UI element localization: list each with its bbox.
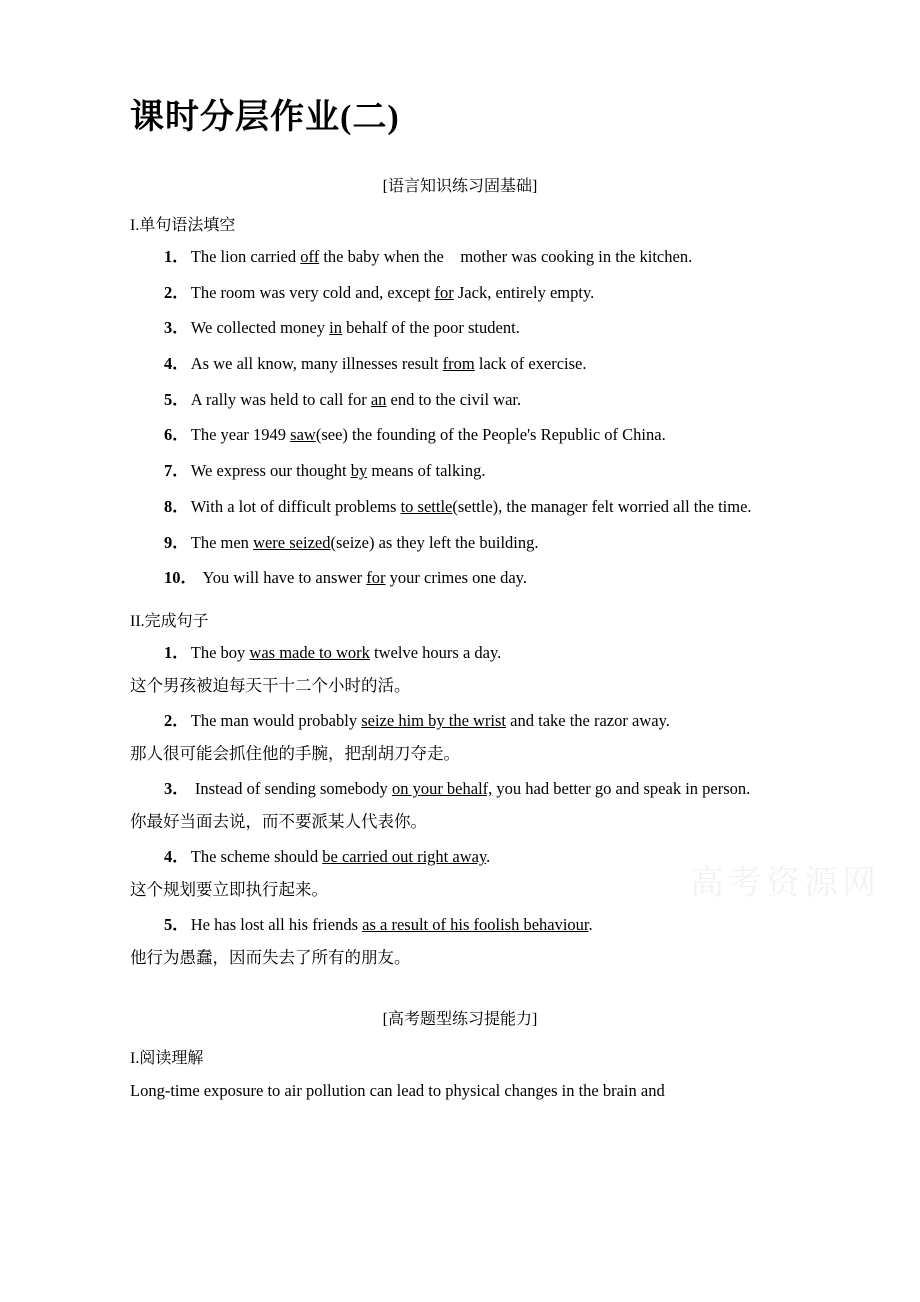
item-text-post: your crimes one day. — [385, 568, 527, 588]
subsection-label-1-2: II.完成句子 — [130, 612, 209, 630]
exercise-item — [130, 776, 790, 803]
item-answer: on your behalf, — [391, 779, 493, 799]
item-number: 10． — [164, 568, 197, 588]
item-text-post: twelve hours a day. — [369, 642, 502, 662]
page-title: 课时分层作业(二) — [130, 99, 400, 136]
exercise-item — [130, 640, 790, 667]
item-number: 3． — [164, 318, 189, 338]
item-answer: for — [366, 568, 386, 588]
item-text-post: . — [588, 915, 593, 935]
item-number: 1． — [164, 642, 189, 662]
item-text-post: and take the razor away. — [506, 711, 670, 731]
exercise-item — [130, 912, 790, 939]
item-text-post: Jack, entirely empty. — [453, 282, 595, 302]
item-number: 1． — [164, 246, 189, 266]
item-answer: was made to work — [249, 642, 370, 662]
item-text-pre: The lion carried — [190, 246, 301, 266]
item-text-pre: The man would probably — [190, 711, 362, 731]
section-heading-2: [高考题型练习提能力] — [382, 1010, 538, 1028]
section-heading-1: [语言知识练习固基础] — [382, 177, 538, 195]
item-answer: saw — [290, 425, 316, 445]
item-answer: as a result of his foolish behaviour — [362, 915, 589, 935]
item-text-pre: A rally was held to call for — [190, 389, 371, 409]
item-text-post: . — [486, 847, 491, 867]
exercise-item — [130, 494, 790, 521]
item-translation: 他行为愚蠢，因而失去了所有的朋友。 — [130, 948, 411, 968]
item-text-post: the baby when the mother was cooking in the kitchen. — [319, 246, 693, 266]
item-number: 5． — [164, 915, 189, 935]
item-text-post: you had better go and speak in person. — [492, 779, 751, 799]
item-text-pre: He has lost all his friends — [190, 915, 363, 935]
item-text-pre: We express our thought — [190, 461, 351, 481]
exercise-item — [130, 315, 790, 342]
item-answer: from — [442, 353, 475, 373]
item-text-post: (seize) as they left the building. — [330, 532, 539, 552]
item-answer: an — [370, 389, 387, 409]
item-text-pre: The scheme should — [190, 847, 323, 867]
item-text-post: end to the civil war. — [386, 389, 522, 409]
item-translation: 这个规划要立即执行起来。 — [130, 880, 328, 900]
item-number: 6． — [164, 425, 189, 445]
item-text-pre: With a lot of difficult problems — [190, 496, 401, 516]
exercise-item — [130, 530, 790, 557]
item-number: 4． — [164, 353, 189, 373]
item-number: 2． — [164, 711, 189, 731]
item-text-post: means of talking. — [367, 461, 486, 481]
item-answer: to settle — [400, 496, 453, 516]
item-text-pre: We collected money — [190, 318, 330, 338]
item-text-pre: You will have to answer — [199, 568, 367, 588]
subsection-label-1-1: I.单句语法填空 — [130, 216, 236, 234]
exercise-item — [130, 351, 790, 378]
item-text-pre: The year 1949 — [190, 425, 291, 445]
item-text-pre: Instead of sending somebody — [190, 779, 392, 799]
exercise-item — [130, 422, 790, 449]
reading-paragraph: Long-time exposure to air pollution can lead to physical changes in the brain and — [130, 1080, 665, 1100]
item-number: 3． — [164, 779, 189, 799]
subsection-label-2-1: I.阅读理解 — [130, 1049, 204, 1067]
item-translation: 那人很可能会抓住他的手腕，把刮胡刀夺走。 — [130, 743, 460, 763]
exercise-item — [130, 244, 790, 271]
item-number: 5． — [164, 389, 189, 409]
item-number: 4． — [164, 847, 189, 867]
item-answer: by — [350, 461, 368, 481]
item-text-pre: The room was very cold and, except — [190, 282, 435, 302]
exercise-item — [130, 280, 790, 307]
item-answer: seize him by the wrist — [361, 711, 507, 731]
item-answer: be carried out right away — [322, 847, 487, 867]
item-text-pre: As we all know, many illnesses result — [190, 353, 443, 373]
watermark: 高考资源网 — [690, 865, 880, 902]
exercise-item — [130, 708, 790, 735]
item-translation: 这个男孩被迫每天干十二个小时的活。 — [130, 675, 411, 695]
exercise-item — [130, 565, 790, 592]
item-answer: for — [434, 282, 454, 302]
exercise-item — [130, 387, 790, 414]
item-answer: off — [300, 246, 320, 266]
item-text-pre: The boy — [190, 642, 250, 662]
item-answer: were seized — [253, 532, 331, 552]
item-text-pre: The men — [190, 532, 254, 552]
item-text-post: (see) the founding of the People's Republic of China. — [315, 425, 666, 445]
exercise-item — [130, 458, 790, 485]
item-number: 7． — [164, 461, 189, 481]
item-answer: in — [329, 318, 342, 338]
item-number: 9． — [164, 532, 189, 552]
item-text-post: lack of exercise. — [474, 353, 587, 373]
item-text-post: behalf of the poor student. — [342, 318, 520, 338]
item-number: 2． — [164, 282, 189, 302]
item-number: 8． — [164, 496, 189, 516]
item-text-post: (settle), the manager felt worried all the time. — [452, 496, 752, 516]
item-translation: 你最好当面去说，而不要派某人代表你。 — [130, 811, 427, 831]
